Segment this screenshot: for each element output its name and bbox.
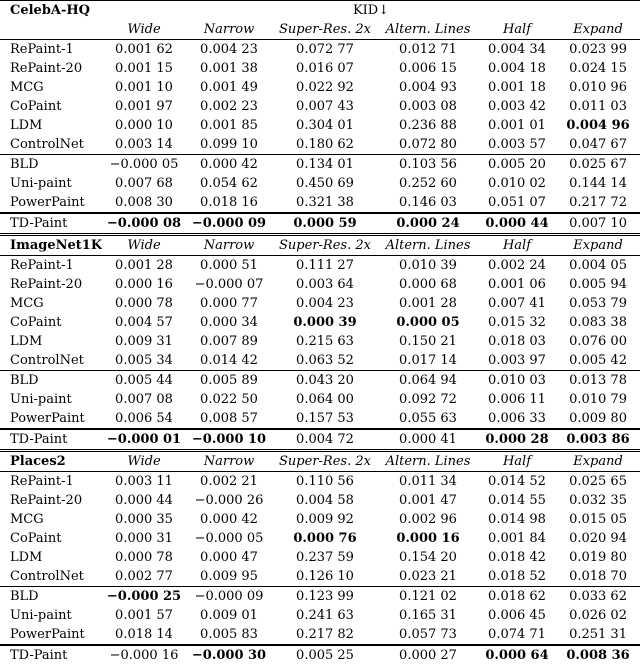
metric-value: 0.006 15 (399, 61, 457, 76)
section-title: ImageNet1K (0, 235, 102, 256)
metric-value: 0.001 18 (488, 80, 546, 95)
metric-value: 0.304 01 (296, 118, 354, 133)
metric-value: 0.110 56 (272, 472, 378, 492)
table-row (0, 97, 640, 116)
table-row (0, 645, 640, 665)
metric-value: 0.009 31 (115, 334, 173, 349)
metric-value: 0.092 72 (399, 392, 457, 407)
metric-value: 0.180 62 (296, 137, 354, 152)
metric-value: 0.241 63 (296, 608, 354, 623)
metric-value: 0.005 34 (115, 353, 173, 368)
method-name: CoPaint (10, 315, 62, 330)
metric-value: 0.144 14 (569, 176, 627, 191)
method-name: Uni-paint (10, 608, 72, 623)
metric-value: 0.001 85 (200, 118, 258, 133)
metric-value: 0.001 10 (115, 80, 173, 95)
method-name: ControlNet (10, 569, 84, 584)
metric-header-row (0, 1, 640, 21)
metric-value: 0.007 89 (200, 334, 258, 349)
metric-value: 0.010 02 (488, 176, 546, 191)
column-header: Wide (102, 451, 186, 472)
metric-value: 0.004 34 (478, 40, 556, 60)
column-header: Half (478, 451, 556, 472)
metric-value: 0.005 44 (102, 371, 186, 391)
table-row (0, 529, 640, 548)
metric-value: 0.003 57 (488, 137, 546, 152)
metric-value: 0.006 45 (488, 608, 546, 623)
metric-value: 0.008 30 (115, 195, 173, 210)
metric-value: −0.000 09 (186, 587, 272, 607)
table-row (0, 275, 640, 294)
metric-value: 0.016 07 (296, 61, 354, 76)
metric-value: 0.006 33 (488, 411, 546, 426)
column-header: Super-Res. 2x (272, 451, 378, 472)
metric-value: 0.134 01 (272, 155, 378, 175)
metric-value: 0.023 99 (556, 40, 640, 60)
metric-value: 0.251 31 (569, 627, 627, 642)
metric-value: 0.001 62 (102, 40, 186, 60)
metric-value: 0.236 88 (399, 118, 457, 133)
column-header: Super-Res. 2x (272, 235, 378, 256)
metric-value: 0.015 32 (488, 315, 546, 330)
metric-value: 0.004 05 (556, 256, 640, 276)
metric-value: 0.001 47 (399, 493, 457, 508)
metric-value: 0.237 59 (296, 550, 354, 565)
metric-value: 0.008 57 (200, 411, 258, 426)
metric-value: 0.003 86 (556, 429, 640, 451)
metric-value: 0.018 62 (478, 587, 556, 607)
table-row (0, 59, 640, 78)
metric-value: 0.009 01 (200, 608, 258, 623)
metric-value: 0.003 08 (399, 99, 457, 114)
metric-value: 0.000 59 (272, 213, 378, 235)
metric-value: 0.003 64 (296, 277, 354, 292)
metric-value: 0.004 96 (566, 118, 630, 133)
method-name: MCG (10, 80, 44, 95)
metric-value: 0.004 23 (296, 296, 354, 311)
metric-value: 0.064 94 (378, 371, 478, 391)
metric-value: 0.006 11 (488, 392, 546, 407)
metric-value: 0.018 03 (488, 334, 546, 349)
metric-value: −0.000 25 (102, 587, 186, 607)
metric-value: 0.018 70 (569, 569, 627, 584)
metric-value: 0.004 72 (272, 429, 378, 451)
metric-value: 0.011 03 (569, 99, 627, 114)
metric-value: 0.111 27 (272, 256, 378, 276)
method-name: Uni-paint (10, 176, 72, 191)
method-name: RePaint-20 (10, 493, 83, 508)
metric-value: 0.015 05 (569, 512, 627, 527)
metric-value: 0.002 96 (399, 512, 457, 527)
method-name: TD-Paint (0, 429, 102, 451)
method-name: MCG (10, 512, 44, 527)
metric-value: 0.005 83 (200, 627, 258, 642)
method-name: TD-Paint (0, 645, 102, 665)
metric-value: 0.054 62 (200, 176, 258, 191)
table-row (0, 78, 640, 97)
metric-value: 0.002 21 (186, 472, 272, 492)
metric-value: 0.005 42 (569, 353, 627, 368)
metric-value: 0.053 79 (569, 296, 627, 311)
metric-value: 0.055 63 (399, 411, 457, 426)
metric-value: 0.000 27 (378, 645, 478, 665)
metric-value: 0.024 15 (569, 61, 627, 76)
table-row (0, 135, 640, 155)
table-row (0, 332, 640, 351)
section-header-row (0, 451, 640, 472)
method-name: PowerPaint (10, 195, 85, 210)
metric-value: 0.000 44 (478, 213, 556, 235)
metric-value: 0.099 10 (200, 137, 258, 152)
metric-value: −0.000 05 (102, 155, 186, 175)
table-row (0, 472, 640, 492)
metric-value: 0.013 78 (556, 371, 640, 391)
table-row (0, 116, 640, 135)
column-header: Half (502, 22, 532, 37)
metric-value: 0.004 57 (115, 315, 173, 330)
section-header-row (0, 235, 640, 256)
metric-value: 0.005 20 (478, 155, 556, 175)
metric-value: 0.000 77 (200, 296, 258, 311)
metric-value: 0.007 08 (115, 392, 173, 407)
table-row (0, 174, 640, 193)
metric-value: 0.023 21 (399, 569, 457, 584)
method-name: MCG (10, 296, 44, 311)
table-row (0, 510, 640, 529)
metric-value: 0.043 20 (272, 371, 378, 391)
metric-value: 0.002 24 (478, 256, 556, 276)
metric-header: KID↓ (102, 1, 640, 21)
metric-value: 0.012 71 (378, 40, 478, 60)
table-row (0, 606, 640, 625)
metric-value: 0.009 95 (200, 569, 258, 584)
metric-value: 0.000 47 (200, 550, 258, 565)
column-header: Altern. Lines (378, 235, 478, 256)
metric-value: 0.020 94 (569, 531, 627, 546)
metric-value: 0.000 64 (478, 645, 556, 665)
metric-value: 0.005 89 (186, 371, 272, 391)
metric-value: 0.051 07 (488, 195, 546, 210)
table-row (0, 371, 640, 391)
method-name: BLD (0, 587, 102, 607)
method-name: CoPaint (10, 99, 62, 114)
metric-value: 0.103 56 (378, 155, 478, 175)
section-title: CelebA-HQ (0, 1, 102, 21)
metric-value: 0.165 31 (399, 608, 457, 623)
metric-value: 0.063 52 (296, 353, 354, 368)
column-header: Half (478, 235, 556, 256)
metric-value: 0.006 54 (115, 411, 173, 426)
metric-value: 0.010 96 (569, 80, 627, 95)
metric-value: 0.001 38 (200, 61, 258, 76)
metric-value: 0.003 42 (488, 99, 546, 114)
column-header: Expand (556, 451, 640, 472)
metric-value: 0.010 79 (569, 392, 627, 407)
metric-value: 0.000 28 (478, 429, 556, 451)
column-header: Wide (102, 235, 186, 256)
method-name: TD-Paint (0, 213, 102, 235)
metric-value: 0.033 62 (556, 587, 640, 607)
metric-value: 0.026 02 (569, 608, 627, 623)
metric-value: 0.001 57 (115, 608, 173, 623)
method-name: Uni-paint (10, 392, 72, 407)
table-row (0, 625, 640, 645)
table-row (0, 409, 640, 429)
metric-value: 0.076 00 (569, 334, 627, 349)
metric-value: 0.001 49 (200, 80, 258, 95)
metric-value: 0.001 06 (488, 277, 546, 292)
metric-value: −0.000 10 (186, 429, 272, 451)
method-name: RePaint-1 (0, 256, 102, 276)
metric-value: 0.000 16 (396, 531, 460, 546)
metric-value: 0.000 42 (200, 512, 258, 527)
column-header-row (0, 20, 640, 40)
table-row (0, 40, 640, 60)
method-name: PowerPaint (10, 627, 85, 642)
table-row (0, 567, 640, 587)
metric-value: 0.003 11 (102, 472, 186, 492)
metric-value: 0.000 05 (396, 315, 460, 330)
column-header: Wide (127, 22, 161, 37)
table-row (0, 294, 640, 313)
method-name: ControlNet (10, 353, 84, 368)
table-row (0, 213, 640, 235)
metric-value: 0.018 16 (200, 195, 258, 210)
method-name: LDM (10, 118, 43, 133)
metric-value: 0.001 97 (115, 99, 173, 114)
metric-value: 0.121 02 (378, 587, 478, 607)
method-name: BLD (0, 371, 102, 391)
metric-value: 0.010 39 (378, 256, 478, 276)
metric-value: 0.217 72 (569, 195, 627, 210)
metric-value: −0.000 09 (186, 213, 272, 235)
metric-value: 0.004 93 (399, 80, 457, 95)
metric-value: 0.011 34 (378, 472, 478, 492)
metric-value: 0.001 15 (115, 61, 173, 76)
table-row (0, 193, 640, 213)
metric-value: 0.009 80 (569, 411, 627, 426)
metric-value: −0.000 05 (194, 531, 264, 546)
method-name: RePaint-20 (10, 277, 83, 292)
metric-value: 0.005 94 (569, 277, 627, 292)
metric-value: 0.000 35 (115, 512, 173, 527)
metric-value: 0.000 44 (115, 493, 173, 508)
metric-value: 0.014 98 (488, 512, 546, 527)
column-header: Narrow (186, 235, 272, 256)
metric-value: 0.000 16 (115, 277, 173, 292)
metric-value: 0.025 67 (556, 155, 640, 175)
metric-value: 0.157 53 (296, 411, 354, 426)
table-row (0, 491, 640, 510)
method-name: LDM (10, 334, 43, 349)
metric-value: 0.004 18 (488, 61, 546, 76)
table-row (0, 155, 640, 175)
metric-value: 0.074 71 (488, 627, 546, 642)
column-header: Narrow (203, 22, 255, 37)
metric-value: 0.252 60 (399, 176, 457, 191)
metric-value: 0.019 80 (569, 550, 627, 565)
table-row (0, 390, 640, 409)
column-header: Altern. Lines (378, 451, 478, 472)
metric-value: 0.150 21 (399, 334, 457, 349)
method-name: RePaint-1 (0, 472, 102, 492)
metric-value: −0.000 30 (186, 645, 272, 665)
metric-value: 0.014 52 (478, 472, 556, 492)
section-title: Places2 (0, 451, 102, 472)
empty-cell (0, 20, 102, 40)
metric-value: 0.083 38 (569, 315, 627, 330)
metric-value: 0.017 14 (399, 353, 457, 368)
metric-value: 0.154 20 (399, 550, 457, 565)
metric-value: 0.022 92 (296, 80, 354, 95)
method-name: ControlNet (10, 137, 84, 152)
metric-value: 0.000 78 (115, 296, 173, 311)
table-row (0, 313, 640, 332)
metric-value: 0.057 73 (399, 627, 457, 642)
metric-value: 0.000 10 (115, 118, 173, 133)
metric-value: 0.007 10 (556, 213, 640, 235)
metric-value: 0.008 36 (556, 645, 640, 665)
method-name: BLD (0, 155, 102, 175)
metric-value: 0.123 99 (272, 587, 378, 607)
metric-value: 0.321 38 (296, 195, 354, 210)
metric-value: 0.001 84 (488, 531, 546, 546)
metric-value: 0.047 67 (569, 137, 627, 152)
metric-value: 0.005 25 (272, 645, 378, 665)
metric-value: 0.000 42 (186, 155, 272, 175)
column-header: Narrow (186, 451, 272, 472)
metric-value: 0.000 51 (186, 256, 272, 276)
metric-value: 0.009 92 (296, 512, 354, 527)
metric-value: −0.000 16 (102, 645, 186, 665)
metric-value: 0.018 52 (488, 569, 546, 584)
metric-value: 0.007 43 (296, 99, 354, 114)
table-row (0, 256, 640, 276)
metric-value: 0.014 42 (200, 353, 258, 368)
metric-value: 0.010 03 (478, 371, 556, 391)
metric-value: 0.007 68 (115, 176, 173, 191)
metric-value: 0.004 23 (186, 40, 272, 60)
table-row (0, 587, 640, 607)
metric-value: 0.146 03 (399, 195, 457, 210)
metric-value: 0.072 80 (399, 137, 457, 152)
metric-value: 0.217 82 (296, 627, 354, 642)
metric-value: 0.007 41 (488, 296, 546, 311)
metric-value: 0.032 35 (569, 493, 627, 508)
method-name: PowerPaint (10, 411, 85, 426)
column-header: Super-Res. 2x (279, 22, 371, 37)
metric-value: −0.000 08 (102, 213, 186, 235)
metric-value: 0.025 65 (556, 472, 640, 492)
metric-value: 0.001 28 (399, 296, 457, 311)
metric-value: −0.000 07 (194, 277, 264, 292)
metric-value: 0.001 01 (488, 118, 546, 133)
metric-value: 0.000 78 (115, 550, 173, 565)
metric-value: 0.018 14 (115, 627, 173, 642)
column-header: Expand (556, 235, 640, 256)
metric-value: 0.000 68 (399, 277, 457, 292)
metric-value: 0.002 77 (115, 569, 173, 584)
metric-value: 0.003 14 (115, 137, 173, 152)
metric-value: 0.000 24 (378, 213, 478, 235)
metric-value: 0.001 28 (102, 256, 186, 276)
metric-value: −0.000 26 (194, 493, 264, 508)
metric-value: 0.450 69 (296, 176, 354, 191)
method-name: CoPaint (10, 531, 62, 546)
column-header: Altern. Lines (385, 22, 471, 37)
table-row (0, 429, 640, 451)
metric-value: −0.000 01 (102, 429, 186, 451)
metric-value: 0.064 00 (296, 392, 354, 407)
metric-value: 0.000 39 (293, 315, 357, 330)
metric-value: 0.002 23 (200, 99, 258, 114)
metric-value: 0.000 76 (293, 531, 357, 546)
metric-value: 0.018 42 (488, 550, 546, 565)
method-name: LDM (10, 550, 43, 565)
metric-value: 0.215 63 (296, 334, 354, 349)
column-header: Expand (573, 22, 623, 37)
metric-value: 0.000 41 (378, 429, 478, 451)
table-row (0, 351, 640, 371)
metric-value: 0.000 31 (115, 531, 173, 546)
metric-value: 0.003 97 (488, 353, 546, 368)
metric-value: 0.022 50 (200, 392, 258, 407)
metric-value: 0.004 58 (296, 493, 354, 508)
table-row (0, 548, 640, 567)
metric-value: 0.014 55 (488, 493, 546, 508)
metric-value: 0.072 77 (272, 40, 378, 60)
metric-value: 0.000 34 (200, 315, 258, 330)
metric-value: 0.126 10 (296, 569, 354, 584)
method-name: RePaint-1 (0, 40, 102, 60)
method-name: RePaint-20 (10, 61, 83, 76)
